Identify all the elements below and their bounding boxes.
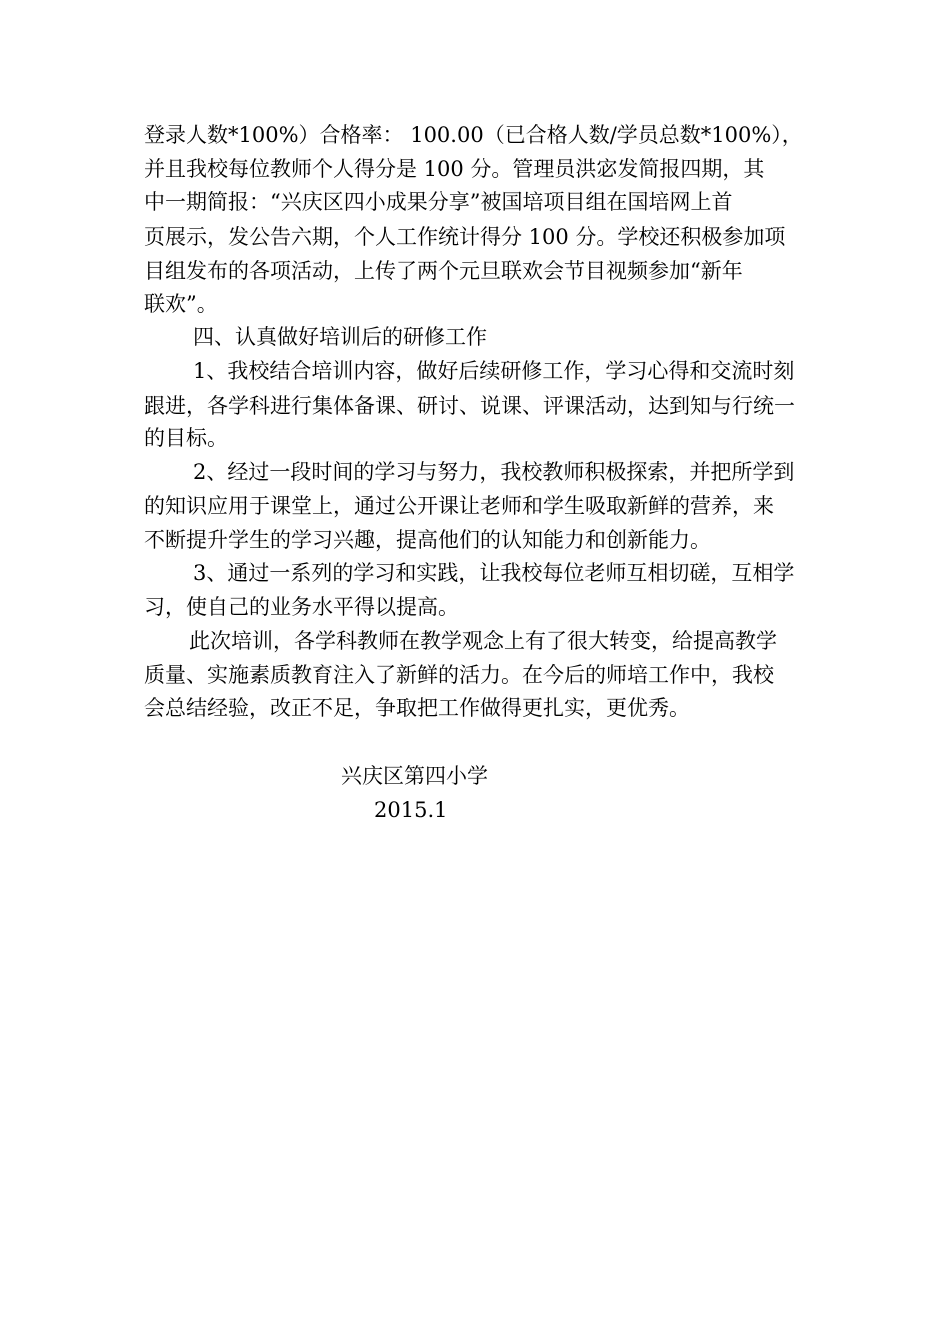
- paragraph-line: 中一期简报：“兴庆区四小成果分享”被国培项目组在国培网上首: [144, 190, 733, 214]
- paragraph-line: 3、通过一系列的学习和实践，让我校每位老师互相切磋，互相学: [193, 561, 795, 585]
- paragraph-line: 会总结经验，改正不足，争取把工作做得更扎实，更优秀。: [144, 696, 690, 720]
- paragraph-line: 2、经过一段时间的学习与努力，我校教师积极探索，并把所学到: [193, 460, 795, 484]
- paragraph-line: 不断提升学生的学习兴趣，提高他们的认知能力和创新能力。: [144, 528, 711, 552]
- paragraph-line: 质量、实施素质教育注入了新鲜的活力。在今后的师培工作中，我校: [144, 663, 774, 687]
- paragraph-line: 页展示，发公告六期，个人工作统计得分 100 分。学校还积极参加项: [144, 225, 786, 249]
- paragraph-line: 1、我校结合培训内容，做好后续研修工作，学习心得和交流时刻: [193, 359, 795, 383]
- paragraph-line: 跟进，各学科进行集体备课、研讨、说课、评课活动，达到知与行统一: [144, 394, 795, 418]
- section-heading: 四、认真做好培训后的研修工作: [193, 325, 487, 349]
- paragraph-line: 目组发布的各项活动，上传了两个元旦联欢会节目视频参加“新年: [144, 259, 743, 283]
- paragraph-line: 并且我校每位教师个人得分是 100 分。管理员洪宓发简报四期，其: [144, 157, 765, 181]
- paragraph-line: 此次培训，各学科教师在教学观念上有了很大转变，给提高教学: [189, 629, 777, 653]
- paragraph-line: 联欢”。: [144, 292, 218, 316]
- paragraph-line: 习，使自己的业务水平得以提高。: [144, 595, 459, 619]
- paragraph-line: 的目标。: [144, 426, 228, 450]
- signature-date: 2015.1: [374, 798, 448, 822]
- paragraph-line: 的知识应用于课堂上，通过公开课让老师和学生吸取新鲜的营养，来: [144, 494, 774, 518]
- paragraph-line: 登录人数*100%）合格率： 100.00（已合格人数/学员总数*100%），: [144, 123, 803, 147]
- signature-org: 兴庆区第四小学: [341, 764, 488, 788]
